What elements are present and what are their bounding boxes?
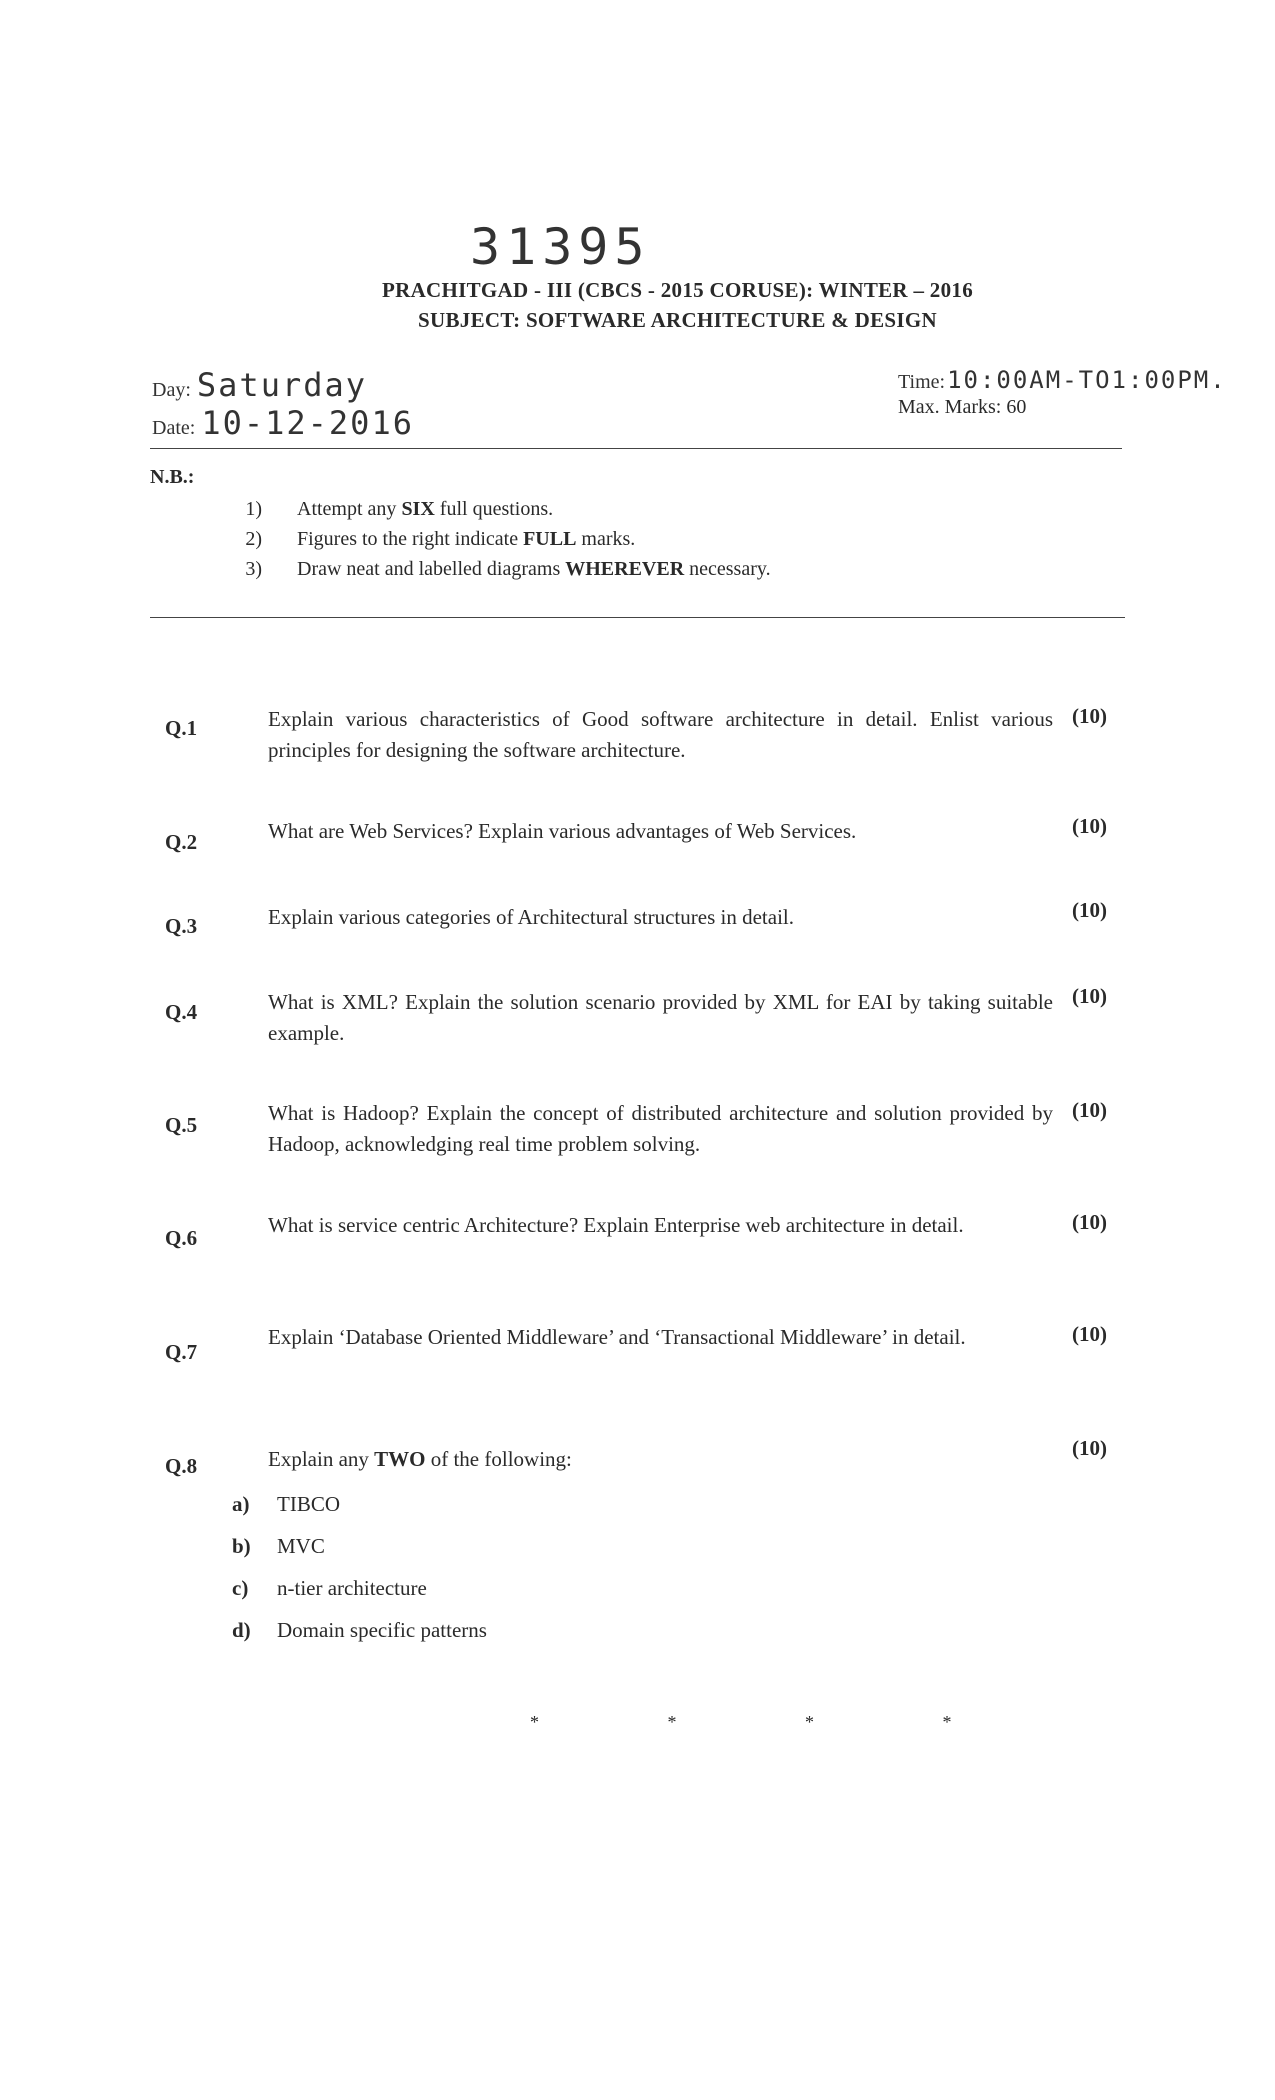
question-text: Explain any TWO of the following: (268, 1447, 572, 1471)
option-letter: a) (232, 1492, 250, 1516)
option-letter: d) (232, 1618, 251, 1642)
question-marks: (10) (1072, 1436, 1107, 1460)
question-text: What is XML? Explain the solution scenario provided by XML for EAI by taking suitable example. (268, 990, 1053, 1045)
question-text: Explain ‘Database Oriented Middleware’ and ‘Transactional Middleware’ in detail. (268, 1325, 966, 1349)
day-field (152, 366, 367, 404)
question-number: Q.1 (165, 716, 198, 740)
nb-item-text: Figures to the right indicate FULL marks. (297, 528, 636, 550)
option-text: TIBCO (277, 1492, 340, 1516)
date-field (152, 404, 414, 442)
question-marks: (10) (1072, 704, 1107, 728)
nb-item-number: 3) (245, 558, 262, 580)
time-label: Time: (898, 371, 946, 393)
paper-code: 31395 (470, 218, 651, 276)
nb-item-text: Draw neat and labelled diagrams WHEREVER necessary. (297, 558, 771, 580)
option-letter: b) (232, 1534, 251, 1558)
day-value: Saturday (196, 366, 368, 404)
question-marks: (10) (1072, 1210, 1107, 1234)
divider (150, 617, 1125, 618)
question-number: Q.3 (165, 914, 198, 938)
option-text: n-tier architecture (277, 1576, 427, 1600)
nb-item-number: 1) (245, 498, 262, 520)
time-value: 10:00AM-TO1:00PM. (947, 366, 1227, 394)
question-number: Q.8 (165, 1454, 198, 1478)
day-label: Day: (152, 379, 191, 401)
nb-item-text: Attempt any SIX full questions. (297, 498, 554, 520)
option-letter: c) (232, 1576, 249, 1600)
exam-title: PRACHITGAD - III (CBCS - 2015 CORUSE): WINTER – 2016 (381, 278, 973, 302)
max-marks: Max. Marks: 60 (898, 396, 1027, 418)
question-marks: (10) (1072, 1322, 1107, 1346)
question-number: Q.5 (165, 1113, 198, 1137)
question-text: Explain various characteristics of Good software architecture in detail. Enlist various principles for designing the software architecture. (268, 707, 1053, 762)
question-number: Q.2 (165, 830, 198, 854)
question-text: Explain various categories of Architectural structures in detail. (268, 905, 794, 929)
question-number: Q.4 (165, 1000, 198, 1024)
question-text: What is service centric Architecture? Explain Enterprise web architecture in detail. (268, 1213, 964, 1237)
question-marks: (10) (1072, 1098, 1107, 1122)
question-marks: (10) (1072, 984, 1107, 1008)
date-value: 10-12-2016 (201, 404, 414, 442)
end-marker: * * * * (530, 1712, 1014, 1732)
option-text: Domain specific patterns (277, 1618, 487, 1642)
option-text: MVC (277, 1534, 325, 1558)
divider (150, 448, 1122, 449)
subject-title: SUBJECT: SOFTWARE ARCHITECTURE & DESIGN (418, 308, 937, 332)
date-label: Date: (152, 417, 196, 439)
question-text: What are Web Services? Explain various advantages of Web Services. (268, 819, 857, 843)
nb-item-number: 2) (245, 528, 262, 550)
time-field (898, 366, 1227, 394)
question-number: Q.7 (165, 1340, 198, 1364)
nb-label: N.B.: (150, 466, 195, 488)
question-marks: (10) (1072, 898, 1107, 922)
question-text: What is Hadoop? Explain the concept of distributed architecture and solution provided by Hadoop, acknowledging real time problem solving. (268, 1101, 1053, 1156)
question-number: Q.6 (165, 1226, 198, 1250)
question-marks: (10) (1072, 814, 1107, 838)
